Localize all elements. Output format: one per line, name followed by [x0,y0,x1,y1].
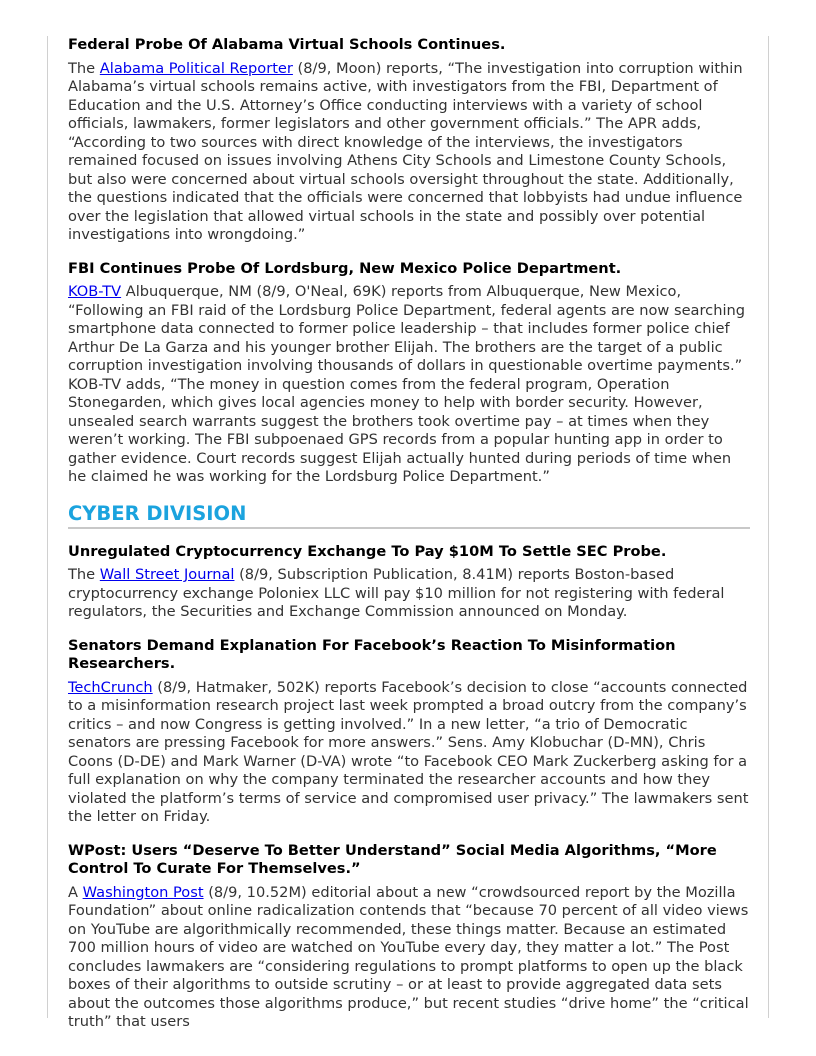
article-text: Albuquerque, NM (8/9, O'Neal, 69K) reports from Albuquerque, New Mexico, “Following an FBI raid of the Lordsburg Police Department, federal agents are now searching smartphone data connected to former police leadership – that includes former police chief Arthur De La Garza and his younger brother Elijah. The brothers are the target of a public corruption investigation involving thousands of dollars in questionable overtime payments.” KOB-TV adds, “The money in question comes from the federal program, Operation Stonegarden, which gives local agencies money to help with border security. However, unsealed search warrants suggest the brothers took overtime pay – at times when they weren’t working. The FBI subpoenaed GPS records from a popular hunting app in order to gather evidence. Court records suggest Elijah actually hunted during periods of time when he claimed he was working for the Lordsburg Police Department.” [68,283,746,485]
article [68,260,750,487]
article-lead: The [68,59,100,77]
section-heading: CYBER DIVISION [68,502,750,529]
article-lead: The [68,566,100,583]
article-text: (8/9, Moon) reports, “The investigation into corruption within Alabama’s virtual schools remains active, with investigators from the FBI, Department of Education and the U.S. Attorney’s Office conducting interviews with a variety of school officials, lawmakers, former legislators and other government officials.” The APR adds, “According to two sources with direct knowledge of the interviews, the investigators remained focused on issues involving Athens City Schools and Limestone County Schools, but also were concerned about virtual schools oversight throughout the state. Additionally, the questions indicated that the officials were concerned that lobbyists had undue influence over the legislation that allowed virtual schools in the state and possibly over potential investigations into wrongdoing.” [68,59,743,243]
article-headline: Senators Demand Explanation For Facebook’s Reaction To Misinformation Researchers. [68,636,676,672]
article-body [68,884,750,1032]
source-link[interactable]: TechCrunch [68,678,153,696]
article-headline: Unregulated Cryptocurrency Exchange To Pay $10M To Settle SEC Probe. [68,542,667,560]
article-headline: FBI Continues Probe Of Lordsburg, New Mexico Police Department. [68,259,622,277]
left-margin-rule [47,36,48,1018]
source-link[interactable]: KOB-TV [68,283,122,300]
article-text: (8/9, Subscription Publication, 8.41M) reports Boston-based cryptocurrency exchange Poloniex LLC will pay $10 million for not registering with federal regulators, the Securities and Exchange Commission announced on Monday. [68,566,725,620]
article-body [68,566,750,622]
article-text: (8/9, 10.52M) editorial about a new “crowdsourced report by the Mozilla Foundation” about online radicalization contends that “because 70 percent of all video views on YouTube are algorithmically recommended, these things matter. Because an estimated 700 million hours of video are watched on YouTube every day, they matter a lot.” The Post concludes lawmakers are “considering regulations to prompt platforms to open up the black boxes of their algorithms to outside scrutiny – or at least to provide aggregated data sets about the outcomes those algorithms produce,” but recent studies “drive home” the “critical truth” that users [68,883,749,1030]
article-text: (8/9, Hatmaker, 502K) reports Facebook’s decision to close “accounts connected to a misinformation research project last week prompted a broad outcry from the company’s critics – and now Congress is getting involved.” In a new letter, “a trio of Democratic senators are pressing Facebook for more answers.” Sens. Amy Klobuchar (D-MN), Chris Coons (D-DE) and Mark Warner (D-VA) wrote “to Facebook CEO Mark Zuckerberg asking for a full explanation on why the company terminated the researcher accounts and how they violated the platform’s terms of service and compromised user privacy.” The lawmakers sent the letter on Friday. [68,678,749,825]
article-lead: A [68,883,83,901]
article-headline: Federal Probe Of Alabama Virtual Schools Continues. [68,36,506,53]
newsletter-content [68,36,750,1047]
article [68,36,750,245]
right-margin-rule [768,36,769,1018]
article-body [68,283,750,487]
article-headline: WPost: Users “Deserve To Better Understand” Social Media Algorithms, “More Control To Curate For Themselves.” [68,841,717,877]
article-body [68,679,750,827]
article [68,543,750,622]
source-link[interactable]: Alabama Political Reporter [99,59,293,77]
article [68,842,750,1032]
source-link[interactable]: Washington Post [82,883,204,901]
article [68,637,750,827]
source-link[interactable]: Wall Street Journal [99,566,235,583]
article-body [68,60,750,245]
